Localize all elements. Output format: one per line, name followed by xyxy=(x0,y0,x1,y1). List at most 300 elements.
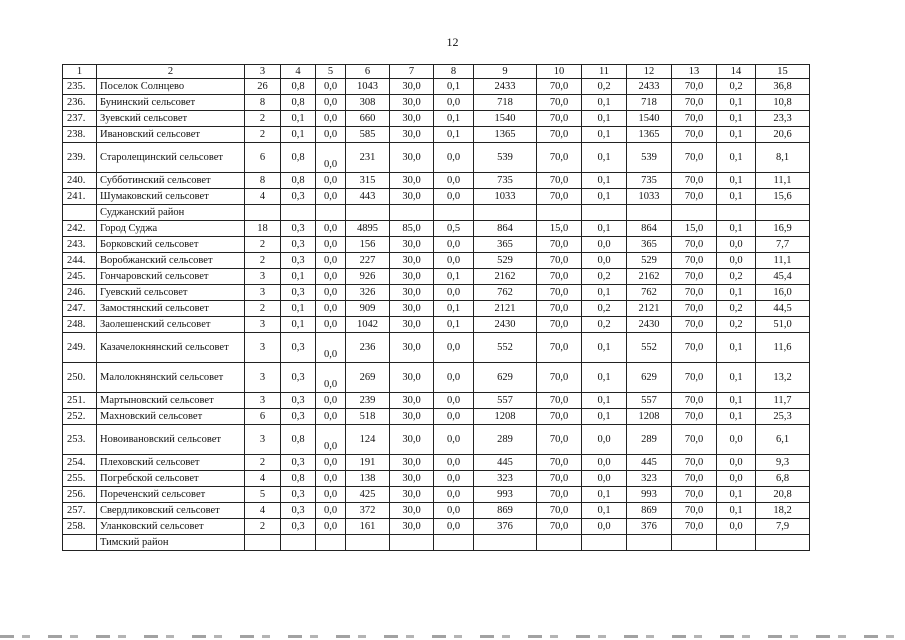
value-cell-col-15: 7,9 xyxy=(756,519,810,535)
value-cell-col-8: 0,0 xyxy=(434,393,474,409)
value-cell-col-6: 161 xyxy=(346,519,390,535)
empty-cell xyxy=(281,535,316,551)
value-cell-col-7: 30,0 xyxy=(390,317,434,333)
value-cell-col-4: 0,1 xyxy=(281,269,316,285)
value-cell-col-9: 365 xyxy=(474,237,537,253)
table-row xyxy=(63,409,810,425)
value-cell-col-13: 70,0 xyxy=(672,425,717,455)
value-cell-col-9: 629 xyxy=(474,363,537,393)
value-cell-col-12: 2433 xyxy=(627,79,672,95)
value-cell-col-13: 70,0 xyxy=(672,487,717,503)
row-number: 240. xyxy=(63,173,97,189)
value-cell-col-15: 36,8 xyxy=(756,79,810,95)
table-row xyxy=(63,127,810,143)
value-cell-col-12: 1365 xyxy=(627,127,672,143)
value-cell-col-11: 0,2 xyxy=(582,79,627,95)
empty-cell xyxy=(281,205,316,221)
value-cell-col-13: 70,0 xyxy=(672,237,717,253)
table-row xyxy=(63,301,810,317)
value-cell-col-14: 0,1 xyxy=(717,95,756,111)
municipality-name: Мартыновский сельсовет xyxy=(97,393,245,409)
value-cell-col-14: 0,0 xyxy=(717,237,756,253)
row-number: 254. xyxy=(63,455,97,471)
municipality-name: Поселок Солнцево xyxy=(97,79,245,95)
value-cell-col-14: 0,1 xyxy=(717,143,756,173)
value-cell-col-4: 0,3 xyxy=(281,409,316,425)
value-cell-col-13: 70,0 xyxy=(672,519,717,535)
table-row xyxy=(63,237,810,253)
value-cell-col-7: 30,0 xyxy=(390,143,434,173)
value-cell-col-8: 0,0 xyxy=(434,487,474,503)
value-cell-col-7: 30,0 xyxy=(390,487,434,503)
value-cell-col-15: 8,1 xyxy=(756,143,810,173)
value-cell-col-5: 0,0 xyxy=(316,143,346,173)
empty-cell xyxy=(756,535,810,551)
value-cell-col-15: 11,6 xyxy=(756,333,810,363)
municipality-name: Гончаровский сельсовет xyxy=(97,269,245,285)
empty-cell xyxy=(434,535,474,551)
table-row xyxy=(63,425,810,455)
empty-cell xyxy=(63,535,97,551)
value-cell-col-3: 6 xyxy=(245,143,281,173)
value-cell-col-12: 323 xyxy=(627,471,672,487)
header-cell-2: 2 xyxy=(97,65,245,79)
value-cell-col-3: 8 xyxy=(245,173,281,189)
value-cell-col-15: 6,1 xyxy=(756,425,810,455)
header-cell-10: 10 xyxy=(537,65,582,79)
value-cell-col-13: 70,0 xyxy=(672,363,717,393)
value-cell-col-4: 0,8 xyxy=(281,425,316,455)
value-cell-col-10: 70,0 xyxy=(537,519,582,535)
value-cell-col-9: 557 xyxy=(474,393,537,409)
value-cell-col-9: 323 xyxy=(474,471,537,487)
table-row xyxy=(63,95,810,111)
value-cell-col-11: 0,0 xyxy=(582,519,627,535)
value-cell-col-13: 70,0 xyxy=(672,455,717,471)
value-cell-col-13: 70,0 xyxy=(672,471,717,487)
value-cell-col-3: 3 xyxy=(245,317,281,333)
row-number: 247. xyxy=(63,301,97,317)
row-number: 237. xyxy=(63,111,97,127)
empty-cell xyxy=(346,535,390,551)
section-row xyxy=(63,205,810,221)
value-cell-col-4: 0,3 xyxy=(281,455,316,471)
value-cell-col-8: 0,1 xyxy=(434,111,474,127)
empty-cell xyxy=(672,205,717,221)
value-cell-col-7: 30,0 xyxy=(390,409,434,425)
value-cell-col-8: 0,0 xyxy=(434,409,474,425)
value-cell-col-15: 9,3 xyxy=(756,455,810,471)
table-row xyxy=(63,269,810,285)
empty-cell xyxy=(717,535,756,551)
empty-cell xyxy=(245,205,281,221)
value-cell-col-9: 869 xyxy=(474,503,537,519)
section-title: Суджанский район xyxy=(97,205,245,221)
value-cell-col-11: 0,1 xyxy=(582,221,627,237)
row-number: 250. xyxy=(63,363,97,393)
scan-edge-artifact xyxy=(0,635,905,638)
value-cell-col-7: 30,0 xyxy=(390,253,434,269)
table-row xyxy=(63,143,810,173)
value-cell-col-5: 0,0 xyxy=(316,393,346,409)
value-cell-col-8: 0,0 xyxy=(434,503,474,519)
value-cell-col-14: 0,1 xyxy=(717,333,756,363)
value-cell-col-9: 2121 xyxy=(474,301,537,317)
value-cell-col-8: 0,0 xyxy=(434,519,474,535)
value-cell-col-3: 26 xyxy=(245,79,281,95)
value-cell-col-14: 0,2 xyxy=(717,269,756,285)
table-row xyxy=(63,173,810,189)
value-cell-col-6: 4895 xyxy=(346,221,390,237)
value-cell-col-15: 51,0 xyxy=(756,317,810,333)
value-cell-col-10: 70,0 xyxy=(537,471,582,487)
value-cell-col-6: 156 xyxy=(346,237,390,253)
value-cell-col-8: 0,0 xyxy=(434,143,474,173)
value-cell-col-12: 1033 xyxy=(627,189,672,205)
value-cell-col-9: 529 xyxy=(474,253,537,269)
value-cell-col-6: 227 xyxy=(346,253,390,269)
value-cell-col-5: 0,0 xyxy=(316,301,346,317)
value-cell-col-4: 0,3 xyxy=(281,393,316,409)
municipality-name: Субботинский сельсовет xyxy=(97,173,245,189)
value-cell-col-13: 70,0 xyxy=(672,301,717,317)
value-cell-col-13: 70,0 xyxy=(672,317,717,333)
value-cell-col-14: 0,1 xyxy=(717,173,756,189)
row-number: 241. xyxy=(63,189,97,205)
empty-cell xyxy=(434,205,474,221)
value-cell-col-7: 30,0 xyxy=(390,237,434,253)
value-cell-col-6: 191 xyxy=(346,455,390,471)
value-cell-col-13: 70,0 xyxy=(672,143,717,173)
value-cell-col-11: 0,1 xyxy=(582,285,627,301)
value-cell-col-13: 70,0 xyxy=(672,189,717,205)
municipality-name: Город Суджа xyxy=(97,221,245,237)
table-row xyxy=(63,317,810,333)
value-cell-col-15: 18,2 xyxy=(756,503,810,519)
value-cell-col-9: 289 xyxy=(474,425,537,455)
value-cell-col-10: 70,0 xyxy=(537,189,582,205)
row-number: 244. xyxy=(63,253,97,269)
value-cell-col-5: 0,0 xyxy=(316,285,346,301)
value-cell-col-5: 0,0 xyxy=(316,409,346,425)
value-cell-col-3: 3 xyxy=(245,285,281,301)
value-cell-col-4: 0,8 xyxy=(281,173,316,189)
municipality-name: Новоивановский сельсовет xyxy=(97,425,245,455)
value-cell-col-10: 70,0 xyxy=(537,455,582,471)
value-cell-col-15: 23,3 xyxy=(756,111,810,127)
value-cell-col-6: 518 xyxy=(346,409,390,425)
value-cell-col-11: 0,0 xyxy=(582,237,627,253)
table-row xyxy=(63,487,810,503)
value-cell-col-9: 864 xyxy=(474,221,537,237)
value-cell-col-11: 0,1 xyxy=(582,333,627,363)
table-row xyxy=(63,253,810,269)
value-cell-col-7: 30,0 xyxy=(390,285,434,301)
value-cell-col-14: 0,1 xyxy=(717,221,756,237)
value-cell-col-10: 70,0 xyxy=(537,487,582,503)
value-cell-col-11: 0,1 xyxy=(582,173,627,189)
value-cell-col-6: 315 xyxy=(346,173,390,189)
value-cell-col-14: 0,2 xyxy=(717,79,756,95)
value-cell-col-8: 0,0 xyxy=(434,95,474,111)
empty-cell xyxy=(474,205,537,221)
value-cell-col-3: 3 xyxy=(245,425,281,455)
value-cell-col-5: 0,0 xyxy=(316,487,346,503)
table-row xyxy=(63,471,810,487)
header-row xyxy=(63,65,810,79)
value-cell-col-7: 30,0 xyxy=(390,95,434,111)
row-number: 246. xyxy=(63,285,97,301)
value-cell-col-3: 5 xyxy=(245,487,281,503)
value-cell-col-8: 0,0 xyxy=(434,363,474,393)
value-cell-col-14: 0,0 xyxy=(717,455,756,471)
value-cell-col-9: 762 xyxy=(474,285,537,301)
empty-cell xyxy=(390,205,434,221)
value-cell-col-3: 2 xyxy=(245,301,281,317)
value-cell-col-5: 0,0 xyxy=(316,363,346,393)
value-cell-col-10: 70,0 xyxy=(537,425,582,455)
value-cell-col-12: 1540 xyxy=(627,111,672,127)
value-cell-col-8: 0,1 xyxy=(434,269,474,285)
value-cell-col-7: 30,0 xyxy=(390,189,434,205)
value-cell-col-7: 30,0 xyxy=(390,111,434,127)
value-cell-col-13: 70,0 xyxy=(672,409,717,425)
table-row xyxy=(63,79,810,95)
header-cell-8: 8 xyxy=(434,65,474,79)
value-cell-col-15: 20,8 xyxy=(756,487,810,503)
header-cell-11: 11 xyxy=(582,65,627,79)
value-cell-col-6: 585 xyxy=(346,127,390,143)
value-cell-col-6: 926 xyxy=(346,269,390,285)
value-cell-col-10: 70,0 xyxy=(537,95,582,111)
value-cell-col-11: 0,0 xyxy=(582,253,627,269)
value-cell-col-13: 70,0 xyxy=(672,111,717,127)
empty-cell xyxy=(627,205,672,221)
value-cell-col-6: 660 xyxy=(346,111,390,127)
value-cell-col-14: 0,1 xyxy=(717,393,756,409)
value-cell-col-10: 70,0 xyxy=(537,393,582,409)
value-cell-col-15: 20,6 xyxy=(756,127,810,143)
value-cell-col-7: 30,0 xyxy=(390,503,434,519)
value-cell-col-3: 18 xyxy=(245,221,281,237)
value-cell-col-10: 70,0 xyxy=(537,301,582,317)
value-cell-col-4: 0,1 xyxy=(281,111,316,127)
value-cell-col-6: 425 xyxy=(346,487,390,503)
row-number: 248. xyxy=(63,317,97,333)
header-cell-5: 5 xyxy=(316,65,346,79)
value-cell-col-4: 0,3 xyxy=(281,503,316,519)
value-cell-col-9: 552 xyxy=(474,333,537,363)
value-cell-col-11: 0,1 xyxy=(582,95,627,111)
value-cell-col-6: 1042 xyxy=(346,317,390,333)
value-cell-col-12: 365 xyxy=(627,237,672,253)
value-cell-col-8: 0,0 xyxy=(434,253,474,269)
header-cell-13: 13 xyxy=(672,65,717,79)
value-cell-col-15: 15,6 xyxy=(756,189,810,205)
value-cell-col-9: 2430 xyxy=(474,317,537,333)
value-cell-col-4: 0,8 xyxy=(281,95,316,111)
value-cell-col-10: 70,0 xyxy=(537,317,582,333)
value-cell-col-5: 0,0 xyxy=(316,79,346,95)
value-cell-col-12: 376 xyxy=(627,519,672,535)
value-cell-col-10: 15,0 xyxy=(537,221,582,237)
value-cell-col-9: 2433 xyxy=(474,79,537,95)
value-cell-col-14: 0,1 xyxy=(717,285,756,301)
row-number: 242. xyxy=(63,221,97,237)
empty-cell xyxy=(316,205,346,221)
table-row xyxy=(63,333,810,363)
value-cell-col-9: 1208 xyxy=(474,409,537,425)
municipality-name: Воробжанский сельсовет xyxy=(97,253,245,269)
value-cell-col-14: 0,0 xyxy=(717,425,756,455)
value-cell-col-13: 70,0 xyxy=(672,95,717,111)
empty-cell xyxy=(672,535,717,551)
value-cell-col-13: 70,0 xyxy=(672,173,717,189)
page-number: 12 xyxy=(446,35,459,49)
value-cell-col-11: 0,1 xyxy=(582,189,627,205)
value-cell-col-10: 70,0 xyxy=(537,253,582,269)
value-cell-col-15: 6,8 xyxy=(756,471,810,487)
municipality-name: Казачелокнянский сельсовет xyxy=(97,333,245,363)
value-cell-col-4: 0,8 xyxy=(281,79,316,95)
value-cell-col-3: 2 xyxy=(245,519,281,535)
value-cell-col-15: 13,2 xyxy=(756,363,810,393)
row-number: 256. xyxy=(63,487,97,503)
value-cell-col-12: 289 xyxy=(627,425,672,455)
value-cell-col-7: 30,0 xyxy=(390,269,434,285)
value-cell-col-15: 16,0 xyxy=(756,285,810,301)
value-cell-col-12: 529 xyxy=(627,253,672,269)
table-row xyxy=(63,221,810,237)
table-row xyxy=(63,455,810,471)
value-cell-col-12: 2162 xyxy=(627,269,672,285)
value-cell-col-8: 0,1 xyxy=(434,301,474,317)
value-cell-col-7: 85,0 xyxy=(390,221,434,237)
municipality-name: Старолещинский сельсовет xyxy=(97,143,245,173)
header-cell-3: 3 xyxy=(245,65,281,79)
header-cell-12: 12 xyxy=(627,65,672,79)
value-cell-col-13: 70,0 xyxy=(672,127,717,143)
value-cell-col-9: 2162 xyxy=(474,269,537,285)
value-cell-col-14: 0,0 xyxy=(717,253,756,269)
value-cell-col-7: 30,0 xyxy=(390,79,434,95)
municipality-name: Бунинский сельсовет xyxy=(97,95,245,111)
header-cell-6: 6 xyxy=(346,65,390,79)
value-cell-col-3: 3 xyxy=(245,393,281,409)
section-row xyxy=(63,535,810,551)
value-cell-col-5: 0,0 xyxy=(316,95,346,111)
empty-cell xyxy=(316,535,346,551)
value-cell-col-8: 0,1 xyxy=(434,317,474,333)
municipality-name: Гуевский сельсовет xyxy=(97,285,245,301)
empty-cell xyxy=(474,535,537,551)
empty-cell xyxy=(537,535,582,551)
value-cell-col-11: 0,1 xyxy=(582,393,627,409)
value-cell-col-5: 0,0 xyxy=(316,503,346,519)
value-cell-col-15: 45,4 xyxy=(756,269,810,285)
empty-cell xyxy=(390,535,434,551)
empty-cell xyxy=(717,205,756,221)
value-cell-col-11: 0,0 xyxy=(582,455,627,471)
value-cell-col-9: 445 xyxy=(474,455,537,471)
row-number: 257. xyxy=(63,503,97,519)
value-cell-col-8: 0,0 xyxy=(434,173,474,189)
value-cell-col-7: 30,0 xyxy=(390,455,434,471)
value-cell-col-9: 993 xyxy=(474,487,537,503)
municipality-name: Погребской сельсовет xyxy=(97,471,245,487)
municipality-name: Свердликовский сельсовет xyxy=(97,503,245,519)
value-cell-col-3: 3 xyxy=(245,269,281,285)
value-cell-col-5: 0,0 xyxy=(316,127,346,143)
value-cell-col-15: 16,9 xyxy=(756,221,810,237)
empty-cell xyxy=(537,205,582,221)
value-cell-col-5: 0,0 xyxy=(316,253,346,269)
value-cell-col-4: 0,3 xyxy=(281,189,316,205)
table-row xyxy=(63,285,810,301)
value-cell-col-13: 70,0 xyxy=(672,393,717,409)
value-cell-col-12: 735 xyxy=(627,173,672,189)
municipality-name: Шумаковский сельсовет xyxy=(97,189,245,205)
header-cell-7: 7 xyxy=(390,65,434,79)
value-cell-col-11: 0,1 xyxy=(582,127,627,143)
value-cell-col-6: 239 xyxy=(346,393,390,409)
municipality-name: Махновский сельсовет xyxy=(97,409,245,425)
municipality-name: Уланковский сельсовет xyxy=(97,519,245,535)
value-cell-col-3: 2 xyxy=(245,127,281,143)
value-cell-col-10: 70,0 xyxy=(537,79,582,95)
value-cell-col-3: 8 xyxy=(245,95,281,111)
value-cell-col-4: 0,1 xyxy=(281,127,316,143)
municipality-name: Зуевский сельсовет xyxy=(97,111,245,127)
value-cell-col-9: 735 xyxy=(474,173,537,189)
value-cell-col-5: 0,0 xyxy=(316,333,346,363)
value-cell-col-12: 552 xyxy=(627,333,672,363)
row-number: 258. xyxy=(63,519,97,535)
header-cell-1: 1 xyxy=(63,65,97,79)
value-cell-col-10: 70,0 xyxy=(537,143,582,173)
empty-cell xyxy=(582,535,627,551)
value-cell-col-7: 30,0 xyxy=(390,363,434,393)
value-cell-col-3: 4 xyxy=(245,503,281,519)
value-cell-col-12: 762 xyxy=(627,285,672,301)
value-cell-col-4: 0,3 xyxy=(281,253,316,269)
value-cell-col-4: 0,8 xyxy=(281,143,316,173)
value-cell-col-6: 909 xyxy=(346,301,390,317)
value-cell-col-4: 0,3 xyxy=(281,487,316,503)
value-cell-col-10: 70,0 xyxy=(537,127,582,143)
value-cell-col-4: 0,1 xyxy=(281,317,316,333)
row-number: 238. xyxy=(63,127,97,143)
value-cell-col-12: 445 xyxy=(627,455,672,471)
value-cell-col-11: 0,1 xyxy=(582,111,627,127)
value-cell-col-12: 864 xyxy=(627,221,672,237)
value-cell-col-10: 70,0 xyxy=(537,333,582,363)
value-cell-col-7: 30,0 xyxy=(390,333,434,363)
value-cell-col-8: 0,0 xyxy=(434,237,474,253)
value-cell-col-4: 0,1 xyxy=(281,301,316,317)
empty-cell xyxy=(63,205,97,221)
value-cell-col-3: 2 xyxy=(245,111,281,127)
value-cell-col-4: 0,3 xyxy=(281,519,316,535)
value-cell-col-4: 0,3 xyxy=(281,363,316,393)
value-cell-col-11: 0,1 xyxy=(582,487,627,503)
value-cell-col-13: 70,0 xyxy=(672,285,717,301)
value-cell-col-4: 0,3 xyxy=(281,285,316,301)
value-cell-col-5: 0,0 xyxy=(316,237,346,253)
value-cell-col-6: 443 xyxy=(346,189,390,205)
value-cell-col-8: 0,0 xyxy=(434,189,474,205)
value-cell-col-14: 0,2 xyxy=(717,317,756,333)
